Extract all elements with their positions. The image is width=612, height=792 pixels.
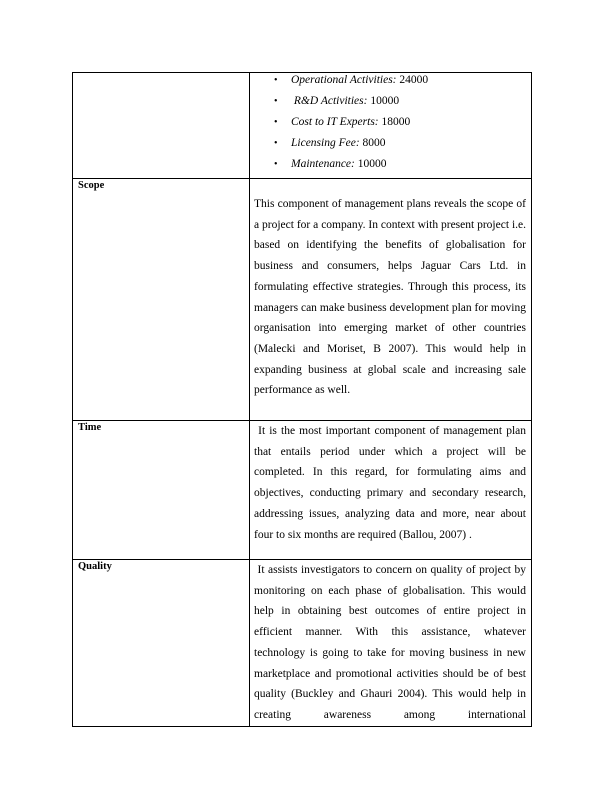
quality-label: Quality (73, 560, 250, 727)
time-text: It is the most important component of management plan that entails period under which a project will be completed. In this regard, for formulating aims and objectives, conducting primary and secondary research, addressing issues, analyzing data and more, near about four to six months are required (Ballou, 2007) . (254, 425, 529, 541)
quality-content-cell (250, 560, 532, 727)
cost-item-name: Licensing Fee: (291, 137, 360, 149)
list-item (250, 94, 531, 115)
quality-text: It assists investigators to concern on quality of project by monitoring on each phase of globalisation. This would help in obtaining best outcomes of entire project in efficient manner. With this assistance, whatever technology is going to take for moving business in new marketplace and promotional activities should be of best quality (Buckley and Ghauri 2004). This would help in creating awareness among international (254, 564, 529, 721)
cost-item-name: Maintenance: (291, 158, 355, 170)
management-plan-table (72, 72, 532, 727)
cost-item-name: Operational Activities: (291, 74, 397, 86)
cost-list (250, 73, 531, 178)
cost-item-value: 18000 (378, 116, 411, 128)
cost-item-name: R&D Activities: (291, 95, 368, 107)
list-item (250, 73, 531, 94)
time-content-cell (250, 421, 532, 560)
bullet-icon: • (274, 96, 278, 107)
list-item (250, 136, 531, 157)
bullet-icon: • (274, 159, 278, 170)
quality-row (73, 560, 532, 727)
scope-content-cell (250, 179, 532, 421)
cost-item-value: 8000 (359, 137, 386, 149)
time-label: Time (73, 421, 250, 560)
cost-item-value: 10000 (367, 95, 400, 107)
list-item (250, 157, 531, 178)
cost-item-value: 24000 (396, 74, 429, 86)
scope-text: This component of management plans reveals the scope of a project for a company. In context with present project i.e. based on identifying the benefits of globalisation for business and consumers, helps Jaguar Cars Ltd. in formulating effective strategies. Through this process, its managers can make business development plan for moving organisation into emerging market of other countries (Malecki and Moriset, B 2007). This would help in expanding business at global scale and increasing sale performance as well. (254, 198, 526, 397)
time-row (73, 421, 532, 560)
list-item (250, 115, 531, 136)
cost-row-content-cell (250, 73, 532, 179)
scope-row (73, 179, 532, 421)
bullet-icon: • (274, 138, 278, 149)
cost-row (73, 73, 532, 179)
scope-label: Scope (73, 179, 250, 421)
cost-item-name: Cost to IT Experts: (291, 116, 379, 128)
bullet-icon: • (274, 75, 278, 86)
cost-row-label-cell (73, 73, 250, 179)
bullet-icon: • (274, 117, 278, 128)
cost-item-value: 10000 (354, 158, 387, 170)
